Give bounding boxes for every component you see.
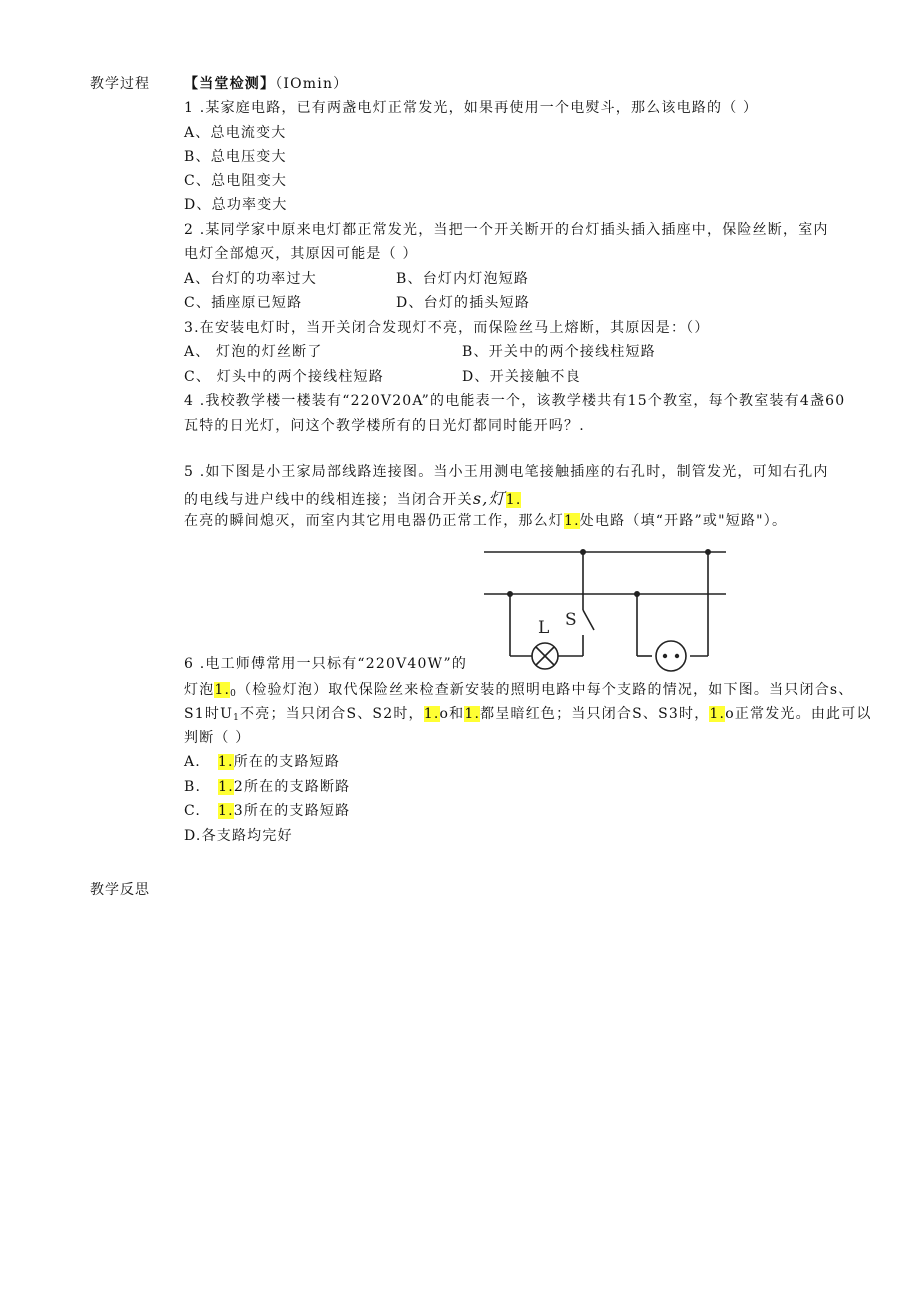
q5-line2-text: 的电线与进户线中的线相连接；当闭合开关 xyxy=(184,492,473,508)
q6-l3-e: o正常发光。由此可以 xyxy=(725,706,872,722)
q6-line2 xyxy=(184,679,854,699)
switch-blade xyxy=(583,610,594,630)
q5-highlight-2: 1. xyxy=(564,513,580,529)
q4-line2: 瓦特的日光灯，问这个教学楼所有的日光灯都同时能开吗？. xyxy=(184,418,585,434)
q3-option-a: A、 灯泡的灯丝断了 xyxy=(184,344,323,360)
heading-title: 【当堂检测】 xyxy=(184,76,276,92)
q6-l3-sub: 1 xyxy=(233,713,241,723)
q5-switch-lamp: s,灯 xyxy=(472,489,506,508)
reflection-label: 教学反思 xyxy=(90,882,150,898)
q1-stem: 1 .某家庭电路，已有两盏电灯正常发光，如果再使用一个电熨斗，那么该电路的（ ） xyxy=(184,100,759,116)
q6-l2-b: （检验灯泡）取代保险丝来检查新安装的照明电路中每个支路的情况，如下图。当只闭合s、 xyxy=(237,682,854,698)
q6-l3-b: 不亮；当只闭合S、S2时， xyxy=(240,706,424,722)
q4-line1: 4 .我校教学楼一楼装有“220V20A”的电能表一个，该教学楼共有15个教室，每个教室装有4盏60 xyxy=(184,393,846,409)
q3-option-b: B、开关中的两个接线柱短路 xyxy=(462,344,656,360)
q6-opt-a-prefix: A. xyxy=(184,754,218,770)
q5-line2 xyxy=(184,486,521,509)
q2-option-d: D、台灯的插头短路 xyxy=(396,295,531,311)
q6-option-b xyxy=(184,776,350,796)
q6-opt-c-prefix: C. xyxy=(184,803,219,819)
q6-l2-highlight: 1. xyxy=(214,682,231,698)
q6-opt-b-highlight: 1. xyxy=(218,779,234,795)
process-label: 教学过程 xyxy=(90,76,150,92)
q1-option-c: C、总电阻变大 xyxy=(184,173,288,189)
circuit-diagram xyxy=(480,540,730,672)
q6-line1: 6 .电工师傅常用一只标有“220V40W”的 xyxy=(184,656,468,672)
switch-label: S xyxy=(565,610,577,630)
q5-line3-tail: 处电路（填“开路”或"短路"）。 xyxy=(579,513,788,529)
q6-option-d: D.各支路均完好 xyxy=(184,828,293,844)
q6-opt-c-highlight: 1. xyxy=(218,803,234,819)
q6-opt-b-text: 2所在的支路断路 xyxy=(233,779,351,795)
q1-option-a: A、总电流变大 xyxy=(184,125,287,141)
socket-icon xyxy=(656,641,686,671)
q6-opt-c-text: 3所在的支路短路 xyxy=(233,803,351,819)
q5-highlight-1: 1. xyxy=(505,492,522,508)
q3-option-c: C、 灯头中的两个接线柱短路 xyxy=(184,369,384,385)
q3-option-d: D、开关接触不良 xyxy=(462,369,581,385)
q6-l3-c: o和 xyxy=(439,706,465,722)
q3-stem: 3.在安装电灯时，当开关闭合发现灯不亮，而保险丝马上熔断，其原因是：（） xyxy=(184,320,710,336)
q6-l2-sub: 0 xyxy=(230,689,238,699)
q1-option-d: D、总功率变大 xyxy=(184,197,288,213)
section-heading xyxy=(184,73,348,93)
q2-option-c: C、插座原已短路 xyxy=(184,295,303,311)
q2-option-b: B、台灯内灯泡短路 xyxy=(396,271,530,287)
q1-option-b: B、总电压变大 xyxy=(184,149,287,165)
q6-l3-highlight-1: 1. xyxy=(423,706,440,722)
q6-line3 xyxy=(184,703,872,723)
q5-line3-text: 在亮的瞬间熄灭，而室内其它用电器仍正常工作，那么灯 xyxy=(184,513,564,529)
q6-opt-a-text: 所在的支路短路 xyxy=(233,754,341,770)
q6-opt-b-prefix: B. xyxy=(184,779,219,795)
q6-option-c xyxy=(184,800,350,820)
q6-l2-a: 灯泡 xyxy=(184,682,215,698)
q6-l3-a: S1时U xyxy=(184,706,234,722)
q6-option-a xyxy=(184,751,340,771)
heading-time: （IOmin） xyxy=(275,76,349,92)
q2-stem-line2: 电灯全部熄灭，其原因可能是（ ） xyxy=(184,246,418,262)
q2-option-a: A、台灯的功率过大 xyxy=(184,271,317,287)
q6-opt-a-highlight: 1. xyxy=(217,754,234,770)
q2-stem-line1: 2 .某同学家中原来电灯都正常发光，当把一个开关断开的台灯插头插入插座中，保险丝断，室内 xyxy=(184,222,829,238)
lamp-label: L xyxy=(538,618,550,638)
q5-line3 xyxy=(184,510,787,530)
q6-l3-highlight-2: 1. xyxy=(464,706,481,722)
q5-line1: 5 .如下图是小王家局部线路连接图。当小王用测电笔接触插座的右孔时，制管发光，可知右孔内 xyxy=(184,464,829,480)
q6-line4: 判断（ ） xyxy=(184,730,251,746)
q6-l3-highlight-3: 1. xyxy=(709,706,726,722)
q6-l3-d: 都呈暗红色；当只闭合S、S3时， xyxy=(480,706,710,722)
